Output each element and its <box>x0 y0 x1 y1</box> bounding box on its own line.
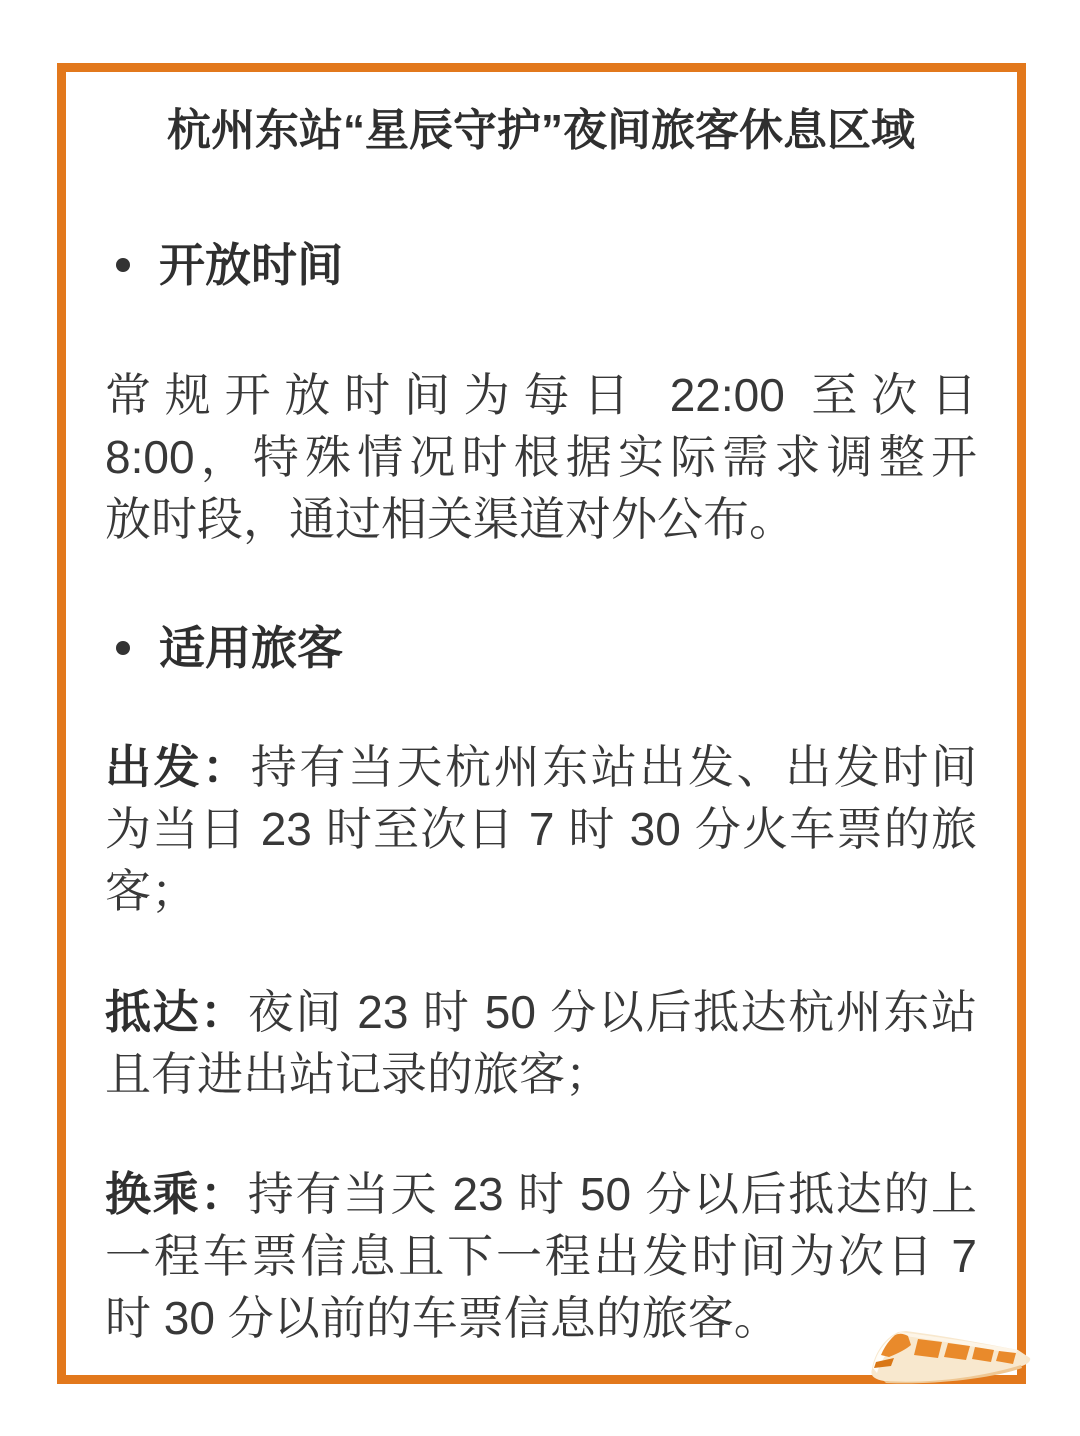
arrival-lead-label: 抵达： <box>105 986 248 1038</box>
paragraph-text: 持有当天杭州东站出发、出发时间 <box>250 741 978 793</box>
paragraph-line <box>105 981 977 1043</box>
transfer-paragraph <box>105 1163 977 1349</box>
bullet-icon <box>116 258 130 272</box>
departure-lead-label: 出发： <box>105 741 251 793</box>
section-heading-label: 开放时间 <box>159 239 343 291</box>
paragraph-line: 时 30 分以前的车票信息的旅客。 <box>105 1292 780 1344</box>
paragraph-line <box>105 1163 977 1225</box>
paragraph-text: 持有当天 23 时 50 分以后抵达的上 <box>247 1168 978 1220</box>
paragraph-line <box>105 736 977 798</box>
notice-card <box>57 63 1026 1384</box>
open-hours-paragraph <box>105 364 977 550</box>
arrival-paragraph <box>105 981 977 1105</box>
paragraph-line: 一程车票信息且下一程出发时间为次日 7 <box>105 1230 977 1282</box>
paragraph-line: 为当日 23 时至次日 7 时 30 分火车票的旅 <box>105 803 977 855</box>
departure-paragraph <box>105 736 977 922</box>
section-heading-open-hours <box>105 238 977 292</box>
paragraph-line: 8:00，特殊情况时根据实际需求调整开 <box>105 431 977 483</box>
paragraph-text: 夜间 23 时 50 分以后抵达杭州东站 <box>247 986 978 1038</box>
section-heading-label: 适用旅客 <box>159 622 343 674</box>
notice-content <box>66 72 1017 1375</box>
high-speed-train-icon <box>860 1326 1032 1388</box>
paragraph-line: 常规开放时间为每日 22:00 至次日 <box>105 369 977 421</box>
paragraph-line: 放时段，通过相关渠道对外公布。 <box>105 493 795 545</box>
paragraph-line: 客； <box>105 865 197 917</box>
transfer-lead-label: 换乘： <box>105 1168 248 1220</box>
section-heading-applicable-passengers <box>105 621 977 675</box>
bullet-icon <box>116 641 130 655</box>
paragraph-line: 且有进出站记录的旅客； <box>105 1048 611 1100</box>
page-title: 杭州东站“星辰守护”夜间旅客休息区域 <box>167 106 915 155</box>
